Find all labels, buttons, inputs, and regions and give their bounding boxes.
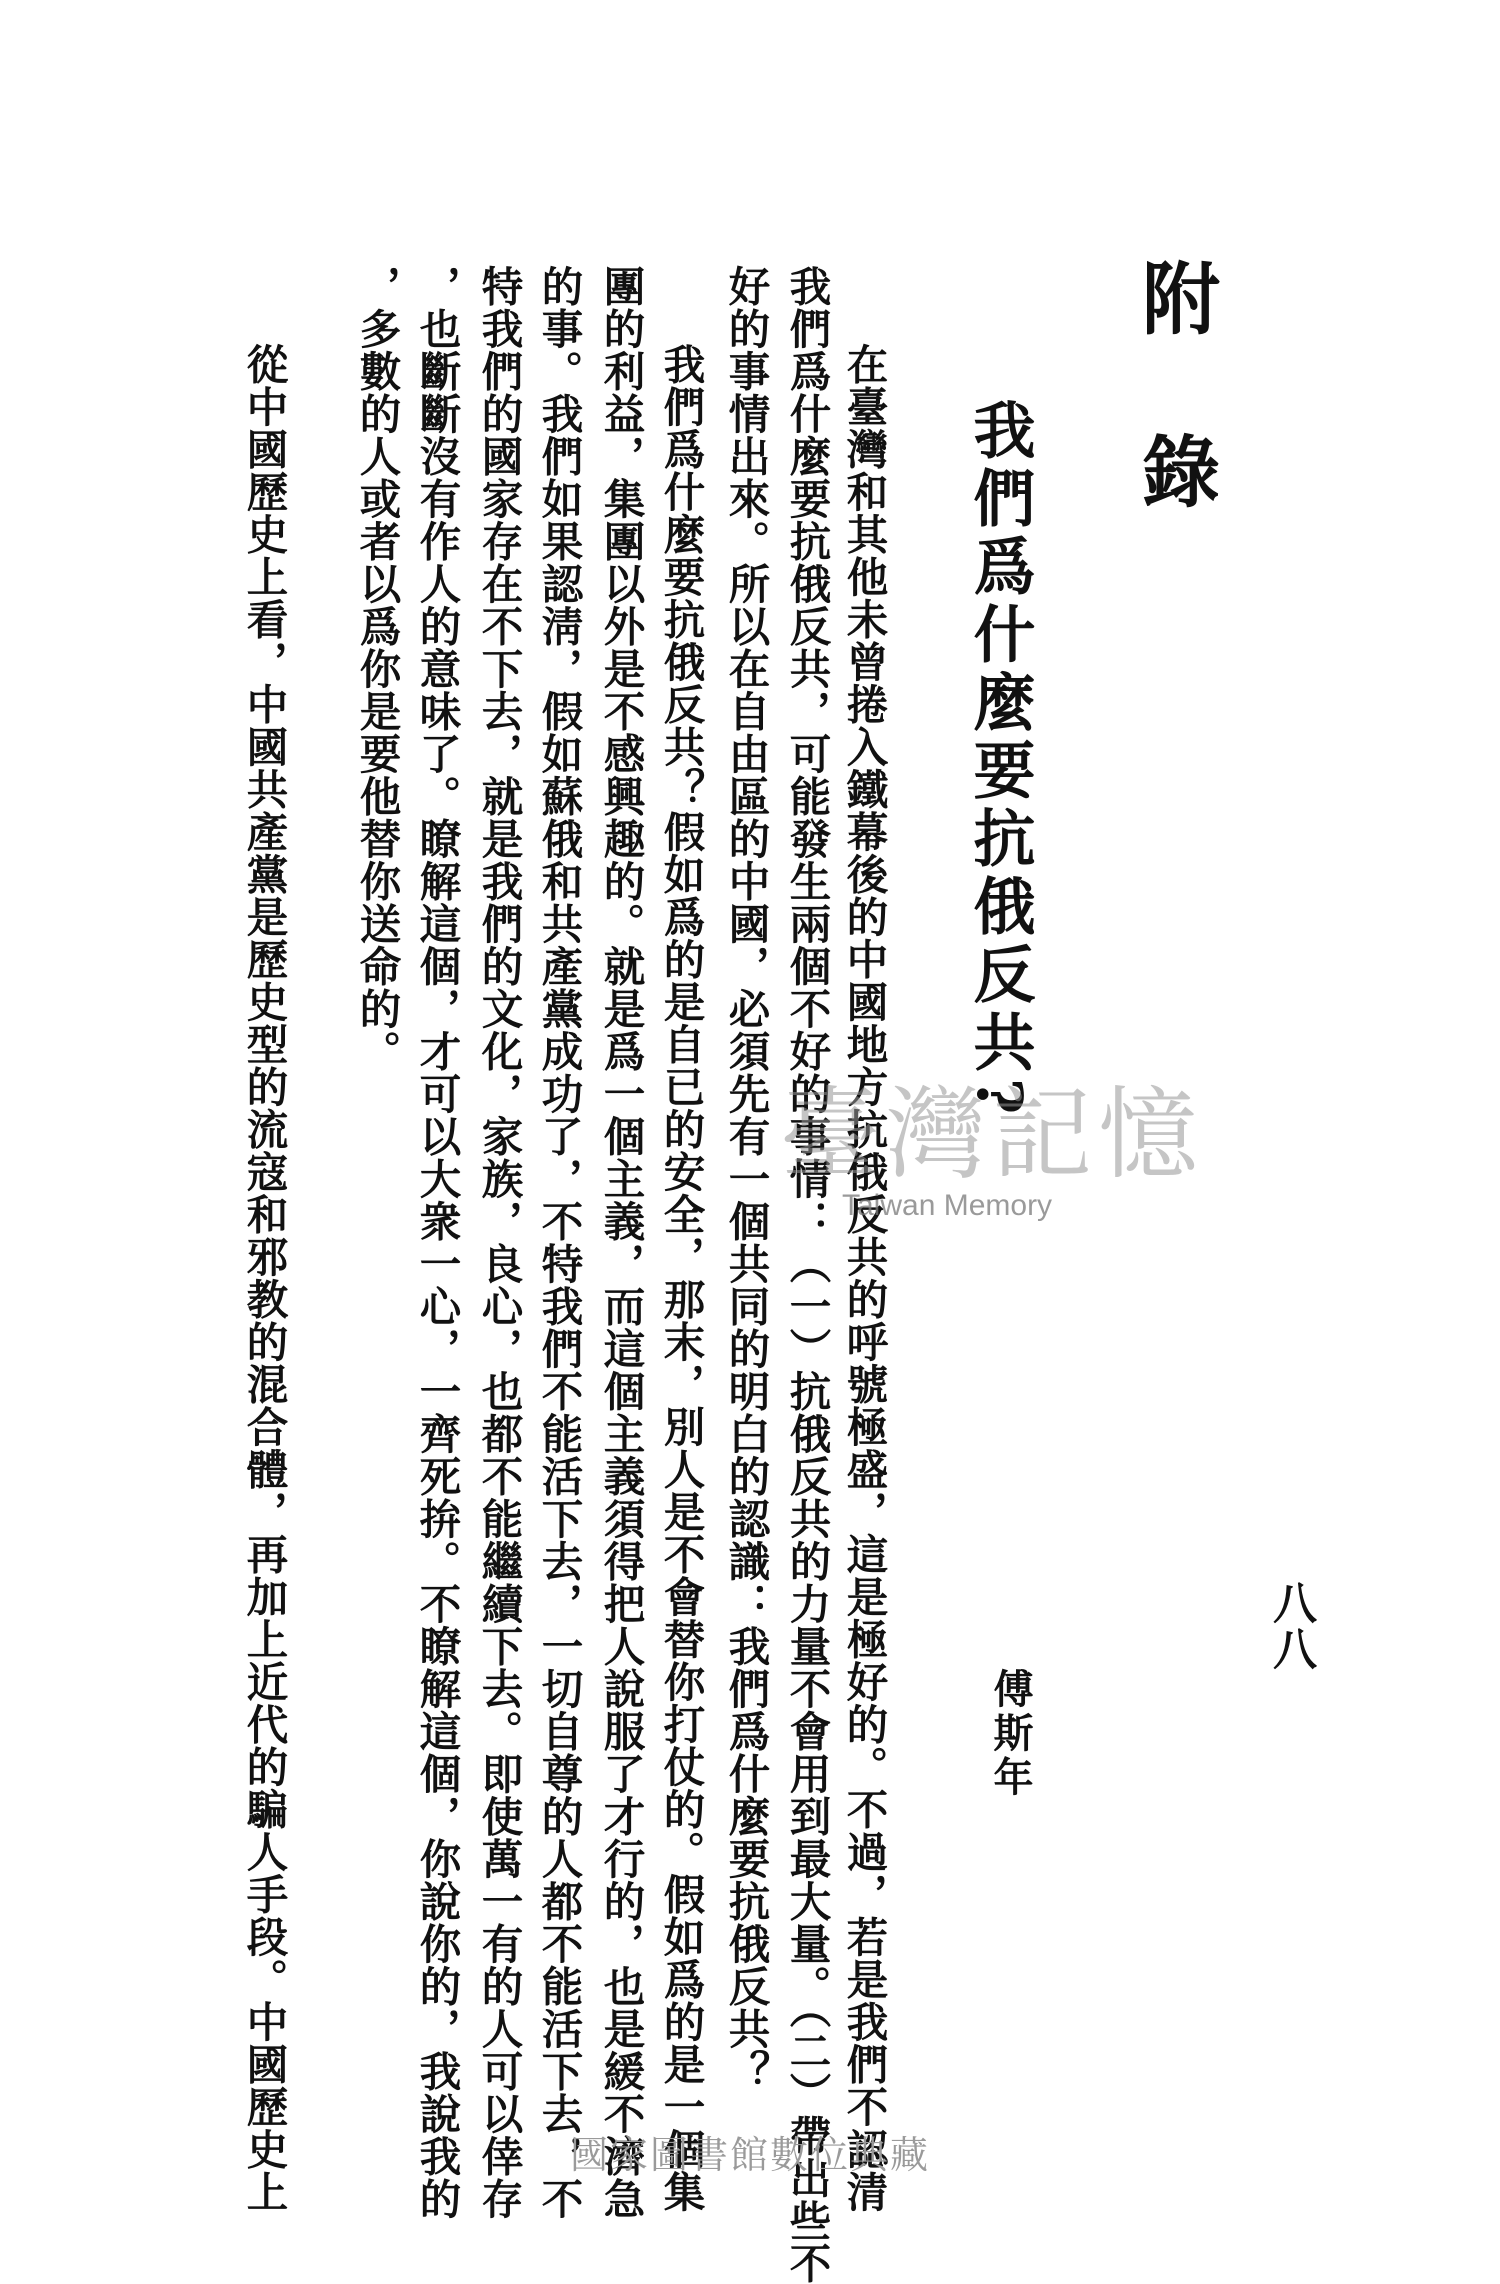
body-text-column: 我們爲什麼要抗俄反共？假如爲的是自已的安全，那末，別人是不會替你打仗的。假如爲的是一個集: [656, 343, 706, 2213]
body-text-column: 從中國歷史上看，中國共產黨是歷史型的流寇和邪教的混合體，再加上近代的騙人手段。中國歷史上: [239, 343, 289, 2213]
body-text-column: 好的事情出來。所以在自由區的中國，必須先有一個共同的明白的認識：我們爲什麼要抗俄反共？: [721, 265, 771, 2093]
section-title: 附錄: [1129, 258, 1220, 604]
article-title: 我們爲什麼要抗俄反共?: [963, 398, 1036, 1121]
body-text-column: 特我們的國家存在不下去，就是我們的文化，家族，良心，也都不能繼續下去。即使萬一有的人可以倖存: [474, 265, 524, 2220]
page-number: 八八: [1265, 1580, 1316, 1672]
body-text-column: 我們爲什麼要抗俄反共，可能發生兩個不好的事情：（一）抗俄反共的力量不會用到最大量。（二）帶出些不: [782, 265, 832, 2284]
watermark-logo: 臺灣記憶: [780, 1076, 1204, 1193]
body-text-column: 團的利益，集團以外是不感興趣的。就是爲一個主義，而這個主義須得把人說服了才行的，也是緩不濟急: [596, 265, 646, 2220]
watermark-english: Taiwan Memory: [842, 1189, 1053, 1222]
body-text-column: 的事。我們如果認淸，假如蘇俄和共產黨成功了，不特我們不能活下去，一切自尊的人都不能活下去，不: [534, 265, 584, 2220]
body-text-column: ，也斷斷沒有作人的意味了。瞭解這個，才可以大衆一心，一齊死拚。不瞭解這個，你說你的，我說我的: [412, 265, 462, 2220]
body-text-column: ，多數的人或者以爲你是要他替你送命的。: [352, 265, 402, 1073]
footer-attribution: 國家圖書館數位典藏: [569, 2133, 930, 2177]
author-name: 傅斯年: [987, 1668, 1034, 1800]
body-text-column: 在臺灣和其他未曾捲入鐵幕後的中國地方抗俄反共的呼號極盛，這是極好的。不過，若是我們不認清: [839, 343, 889, 2213]
